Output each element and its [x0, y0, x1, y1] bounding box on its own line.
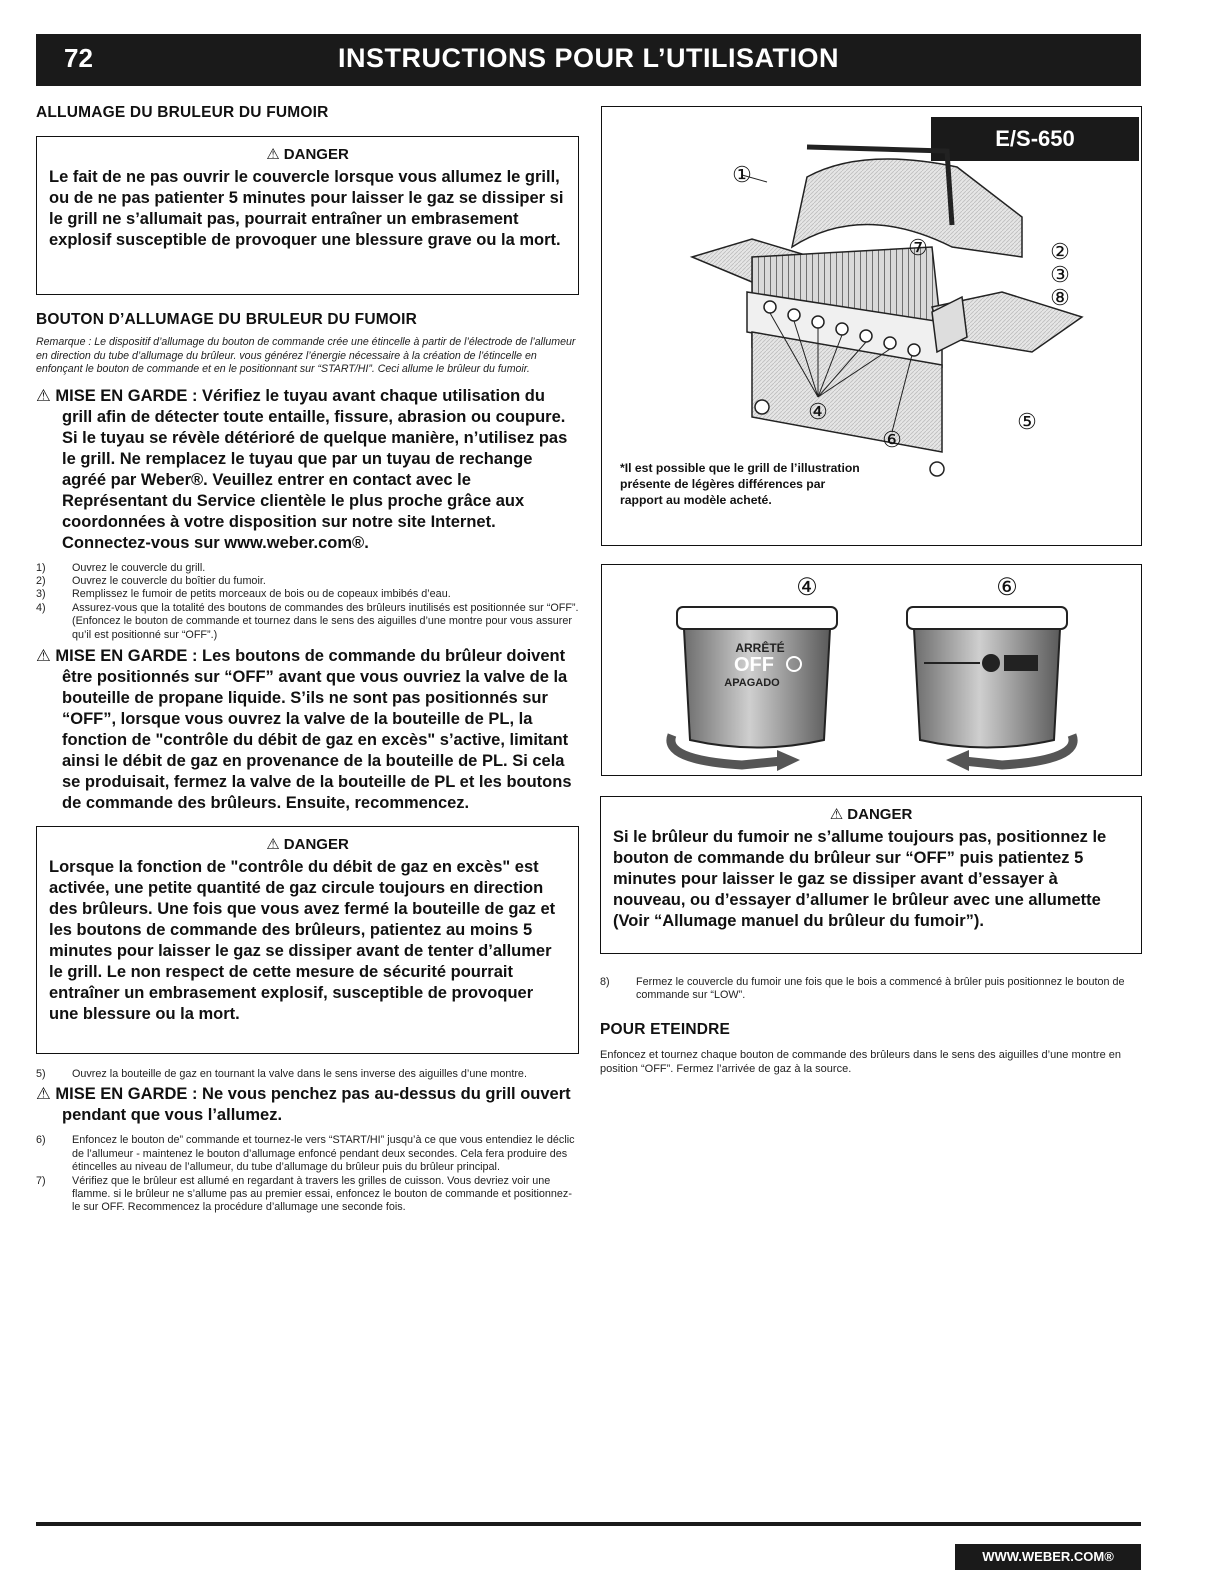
callout-2: ② — [1050, 240, 1070, 265]
list-item: 6) Enfoncez le bouton de” commande et tournez-le vers “START/HI” jusqu’à ce que vous entendiez le déclic de l’allumeur - maintenez le bouton d’allumage enfoncé pendant deux secondes. Cela fera produire des étincelles au niveau de l’allumeur, du tube d’allumage du brûleur puis du brûleur principal. — [36, 1134, 575, 1174]
burner-knob — [836, 323, 848, 335]
page-header — [36, 34, 1141, 86]
burner-knob — [812, 316, 824, 328]
callout-6: ⑥ — [882, 428, 902, 453]
callout-4: ④ — [808, 400, 828, 425]
danger-title: ⚠ DANGER — [266, 835, 349, 853]
warning-hose-check: ⚠ MISE EN GARDE : Vérifiez le tuyau avant chaque utilisation du grill afin de détecter toute entaille, fissure, abrasion ou coupure. Si le tuyau se révèle détérioré de quelque manière, n’utilisez pas le grill. Ne remplacez le tuyau que par un tuyau de rechange agréé par Weber®. Veuillez entrer en contact avec le Représentant du Service clientèle le plus proche grâce aux coordonnées à votre disposition sur notre site Internet. Connectez-vous sur www.weber.com®. — [36, 386, 568, 552]
danger-title: ⚠ DANGER — [266, 146, 349, 163]
wheel — [930, 462, 944, 476]
burner-knob — [884, 337, 896, 349]
shutdown-text: Enfoncez et tournez chaque bouton de commande des brûleurs dans le sens des aiguilles d’une montre en position “OFF”. Fermez l’arrivée de gaz à la source. — [600, 1048, 1122, 1075]
arrow-head-icon — [777, 750, 800, 771]
page-number: 72 — [64, 43, 93, 73]
danger-body: Lorsque la fonction de "contrôle du débit de gaz en excès" est activée, une petite quantité de gaz circule toujours en direction des brûleurs. Une fois que vous avez fermé la bouteille de gaz et les boutons de commande des brûleurs, patientez au moins 5 minutes pour laisser le gaz se dissiper avant de tenter d’allumer le grill. Le non respect de cette mesure de sécurité pourrait entraîner un embrasement explosif, susceptible de provoquer une blessure ou la mort. — [49, 857, 556, 1023]
section-title-lighting: ALLUMAGE DU BRULEUR DU FUMOIR — [36, 104, 329, 121]
figure-caption: *Il est possible que le grill de l’illustration présente de légères différences par rapport au modèle acheté. — [620, 461, 860, 507]
warning-lean-over: ⚠ MISE EN GARDE : Ne vous penchez pas au-dessus du grill ouvert pendant que vous l’allumez. — [36, 1085, 571, 1125]
list-item: 8) Fermez le couvercle du fumoir une fois que le bois a commencé à brûler puis positionnez le bouton de commande sur “LOW”. — [600, 976, 1125, 1002]
knob-illustration — [602, 565, 1140, 774]
arrow-head-icon — [946, 750, 969, 771]
ignition-note: Remarque : Le dispositif d’allumage du bouton de commande crée une étincelle à partir de l’électrode de l’allumeur en direction du tube d’allumage du brûleur. vous générez l’énergie nécessaire à la création de l’étincelle en enfonçant le bouton de commande et en le positionnant sur “START/HI”. Ceci allume le brûleur du fumoir. — [36, 336, 576, 375]
section-title-shutdown: POUR ETEINDRE — [600, 1020, 731, 1038]
ignition-icon — [982, 654, 1000, 672]
danger-body: Si le brûleur du fumoir ne s’allume toujours pas, positionnez le bouton de commande du brûleur sur “OFF” puis patientez 5 minutes pour laisser le gaz se dissiper avant d’essayer à nouveau, ou d’essayer d’allumer le brûleur avec une allumette (Voir “Allumage manuel du brûleur du fumoir”). — [613, 828, 1107, 930]
burner-knob — [788, 309, 800, 321]
steps-list-3 — [36, 1134, 579, 1214]
warning-knobs-off: ⚠ MISE EN GARDE : Les boutons de commande du brûleur doivent être positionnés sur “OFF” avant que vous ouvriez la valve de la bouteille de propane liquide. S’ils ne sont pas positionnés sur “OFF”, lorsque vous ouvrez la valve de la bouteille de PL, la fonction de "contrôle du débit de gaz en excès" s’active, limitant ainsi le débit de gaz en provenance de la bouteille de PL. Si cela se produisait, fermez la valve de la bouteille de PL et les boutons de commande des brûleurs. Ensuite, recommencez. — [36, 646, 572, 812]
danger-box-3 — [600, 796, 1142, 954]
knob-off-es: APAGADO — [724, 677, 780, 689]
footer-rule — [36, 1522, 1141, 1526]
callout-8: ⑧ — [1050, 286, 1070, 311]
list-item: 1) Ouvrez le couvercle du grill. — [36, 561, 206, 574]
burner-knob — [908, 344, 920, 356]
callout-5: ⑤ — [1017, 410, 1037, 435]
page-title: INSTRUCTIONS POUR L’UTILISATION — [338, 43, 839, 73]
knob-label-left: ④ — [796, 573, 818, 601]
callout-3: ③ — [1050, 263, 1070, 288]
danger-box-1 — [36, 136, 579, 295]
grill-figure — [601, 106, 1142, 546]
danger-title: ⚠ DANGER — [829, 806, 913, 823]
knob-top-right — [907, 607, 1067, 629]
burner-knob — [764, 301, 776, 313]
danger-body: Le fait de ne pas ouvrir le couvercle lorsque vous allumez le grill, ou de ne pas patienter 5 minutes pour laisser le gaz se dissiper si le grill ne s’allumait pas, pourrait entraîner un embrasement explosif susceptible de provoquer une blessure grave ou la mort. — [49, 168, 564, 249]
wheel — [755, 400, 769, 414]
list-item: 3) Remplissez le fumoir de petits morceaux de bois ou de copeaux imbibés d’eau. — [36, 588, 451, 601]
grill-lid — [792, 159, 1022, 257]
knob-top-left — [677, 607, 837, 629]
list-item: 7) Vérifiez que le brûleur est allumé en regardant à travers les grilles de cuisson. Vous devriez voir une flamme. si le brûleur ne s’allume pas au premier essai, enfoncez le bouton de commande et positionnez-le sur OFF. Recommencez la procédure d’allumage une seconde fois. — [36, 1174, 572, 1214]
knob-label-right: ⑥ — [996, 573, 1018, 601]
knob-off-fr: ARRÊTÉ — [735, 641, 785, 655]
knob-body-right — [914, 629, 1060, 748]
knob-figure — [601, 564, 1142, 776]
list-item: 2) Ouvrez le couvercle du boîtier du fumoir. — [36, 574, 266, 587]
list-item: 4) Assurez-vous que la totalité des boutons de commandes des brûleurs inutilisés est positionnée sur “OFF”. (Enfoncez le bouton de commande et tournez dans le sens des aiguilles d’une montre pour vous assurer qu’il est positionné sur “OFF”.) — [36, 601, 579, 641]
steps-list-2 — [36, 1068, 579, 1081]
burner-knob — [860, 330, 872, 342]
footer-url: WWW.WEBER.COM® — [955, 1544, 1141, 1570]
right-lower-text — [600, 976, 1142, 1076]
left-column — [36, 102, 579, 1215]
model-badge: E/S-650 — [931, 117, 1139, 161]
callout-7: ⑦ — [908, 236, 928, 261]
list-item: 5) Ouvrez la bouteille de gaz en tournant la valve dans le sens inverse des aiguilles d’une montre. — [36, 1067, 527, 1080]
callout-1: ① — [732, 163, 752, 188]
flame-scale-icon — [1004, 655, 1038, 671]
knob-off-en: OFF — [734, 654, 774, 676]
steps-list-1 — [36, 562, 579, 642]
danger-box-2 — [36, 826, 579, 1054]
steps-list-4 — [600, 976, 1142, 1003]
section-title-ignition-button: BOUTON D’ALLUMAGE DU BRULEUR DU FUMOIR — [36, 311, 418, 328]
